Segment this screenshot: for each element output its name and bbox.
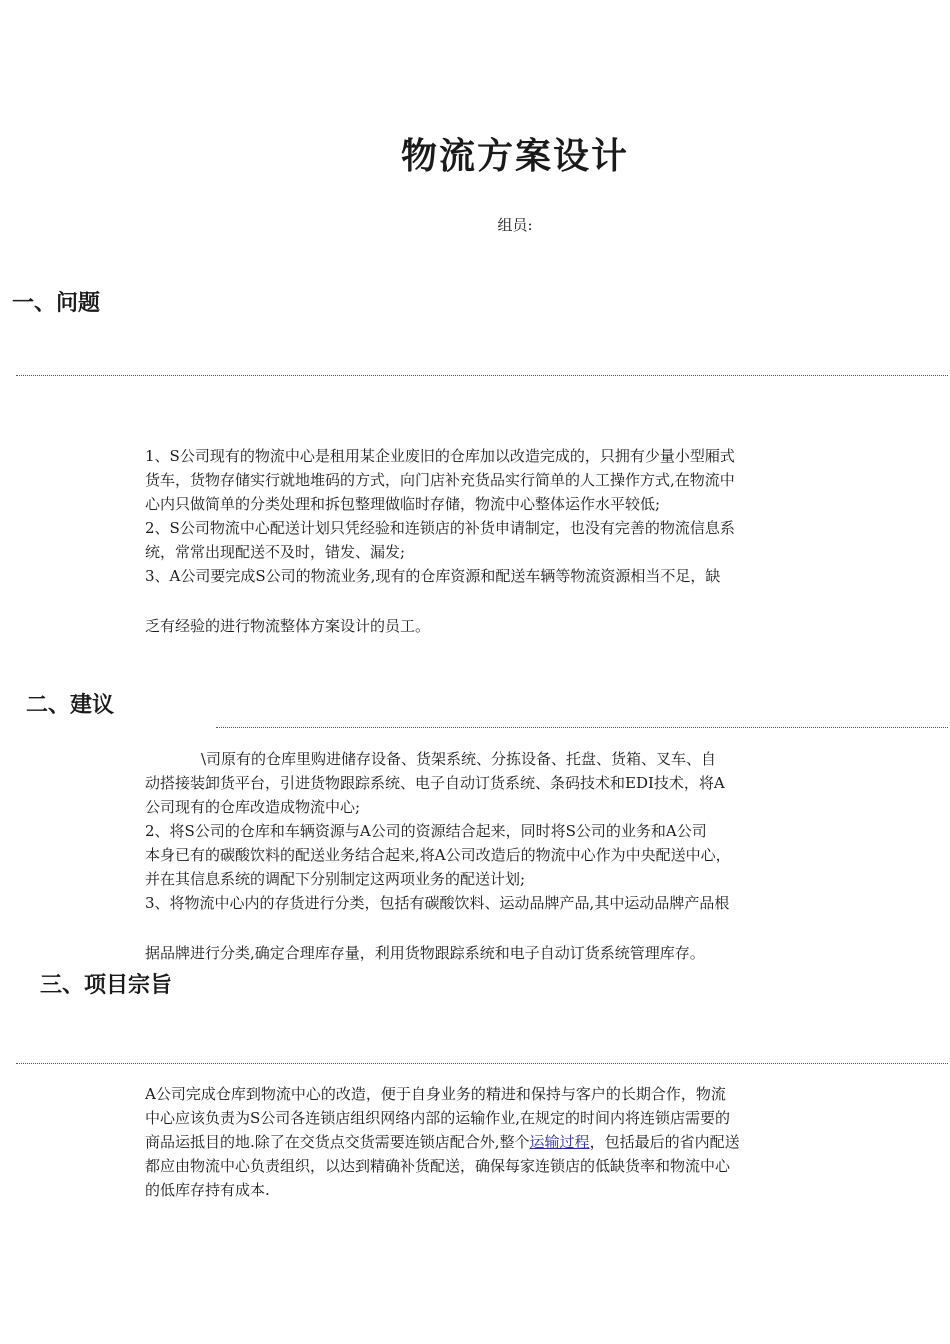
paragraph-text: 商品运抵目的地.除了在交货点交货需要连锁店配合外,整个 — [145, 1133, 530, 1151]
paragraph-line: \司原有的仓库里购进储存设备、货架系统、分拣设备、托盘、货箱、叉车、自 — [201, 750, 717, 768]
document-title: 物流方案设计 — [400, 136, 629, 177]
paragraph-line — [145, 1130, 807, 1154]
paragraph-line: 货车，货物存储实行就地堆码的方式，向门店补充货品实行简单的人工操作方式,在物流中 — [145, 471, 735, 489]
transport-process-link[interactable]: 运输过程 — [529, 1133, 590, 1151]
problems-paragraph — [145, 444, 807, 638]
paragraph-line: 的低库存持有成本. — [145, 1181, 270, 1199]
members-label: 组员: — [497, 216, 533, 234]
section-heading-purpose: 三、项目宗旨 — [40, 973, 173, 998]
paragraph-line: 3、将物流中心内的存货进行分类，包括有碳酸饮料、运动品牌产品,其中运动品牌产品根 — [145, 894, 730, 912]
section-divider — [16, 1063, 948, 1064]
paragraph-line: A公司完成仓库到物流中心的改造，便于自身业务的精进和保持与客户的长期合作，物流 — [145, 1085, 726, 1103]
paragraph-line: 乏有经验的进行物流整体方案设计的员工。 — [145, 617, 431, 635]
paragraph-line: 1、S公司现有的物流中心是租用某企业废旧的仓库加以改造完成的，只拥有少量小型厢式 — [145, 447, 735, 465]
paragraph-line: 3、A公司要完成S公司的物流业务,现有的仓库资源和配送车辆等物流资源相当不足，缺 — [145, 567, 721, 585]
paragraph-line: 2、将S公司的仓库和车辆资源与A公司的资源结合起来，同时将S公司的业务和A公司 — [145, 822, 707, 840]
section-heading-problems: 一、问题 — [12, 291, 101, 316]
paragraph-line: 动搭接装卸货平台，引进货物跟踪系统、电子自动订货系统、条码技术和EDI技术，将A — [145, 774, 725, 792]
paragraph-line: 都应由物流中心负责组织，以达到精确补货配送，确保每家连锁店的低缺货率和物流中心 — [145, 1157, 731, 1175]
paragraph-line: 2、S公司物流中心配送计划只凭经验和连锁店的补货申请制定，也没有完善的物流信息系 — [145, 519, 735, 537]
section-divider — [16, 375, 948, 376]
paragraph-line: 并在其信息系统的调配下分别制定这两项业务的配送计划; — [145, 870, 526, 888]
suggestions-paragraph — [145, 747, 807, 965]
paragraph-line: 统，常常出现配送不及时，错发、漏发; — [145, 543, 406, 561]
paragraph-text: ，包括最后的省内配送 — [589, 1133, 740, 1151]
paragraph-line: 中心应该负责为S公司各连锁店组织网络内部的运输作业,在规定的时间内将连锁店需要的 — [145, 1109, 731, 1127]
paragraph-line: 公司现有的仓库改造成物流中心; — [145, 798, 361, 816]
paragraph-line: 据品牌进行分类,确定合理库存量，利用货物跟踪系统和电子自动订货系统管理库存。 — [145, 944, 705, 962]
section-heading-suggestions: 二、建议 — [26, 693, 115, 718]
paragraph-line: 心内只做简单的分类处理和拆包整理做临时存储，物流中心整体运作水平较低; — [145, 495, 661, 513]
purpose-paragraph — [145, 1082, 807, 1202]
section-divider — [216, 727, 948, 728]
paragraph-line: 本身已有的碳酸饮料的配送业务结合起来,将A公司改造后的物流中心作为中央配送中心， — [145, 846, 731, 864]
